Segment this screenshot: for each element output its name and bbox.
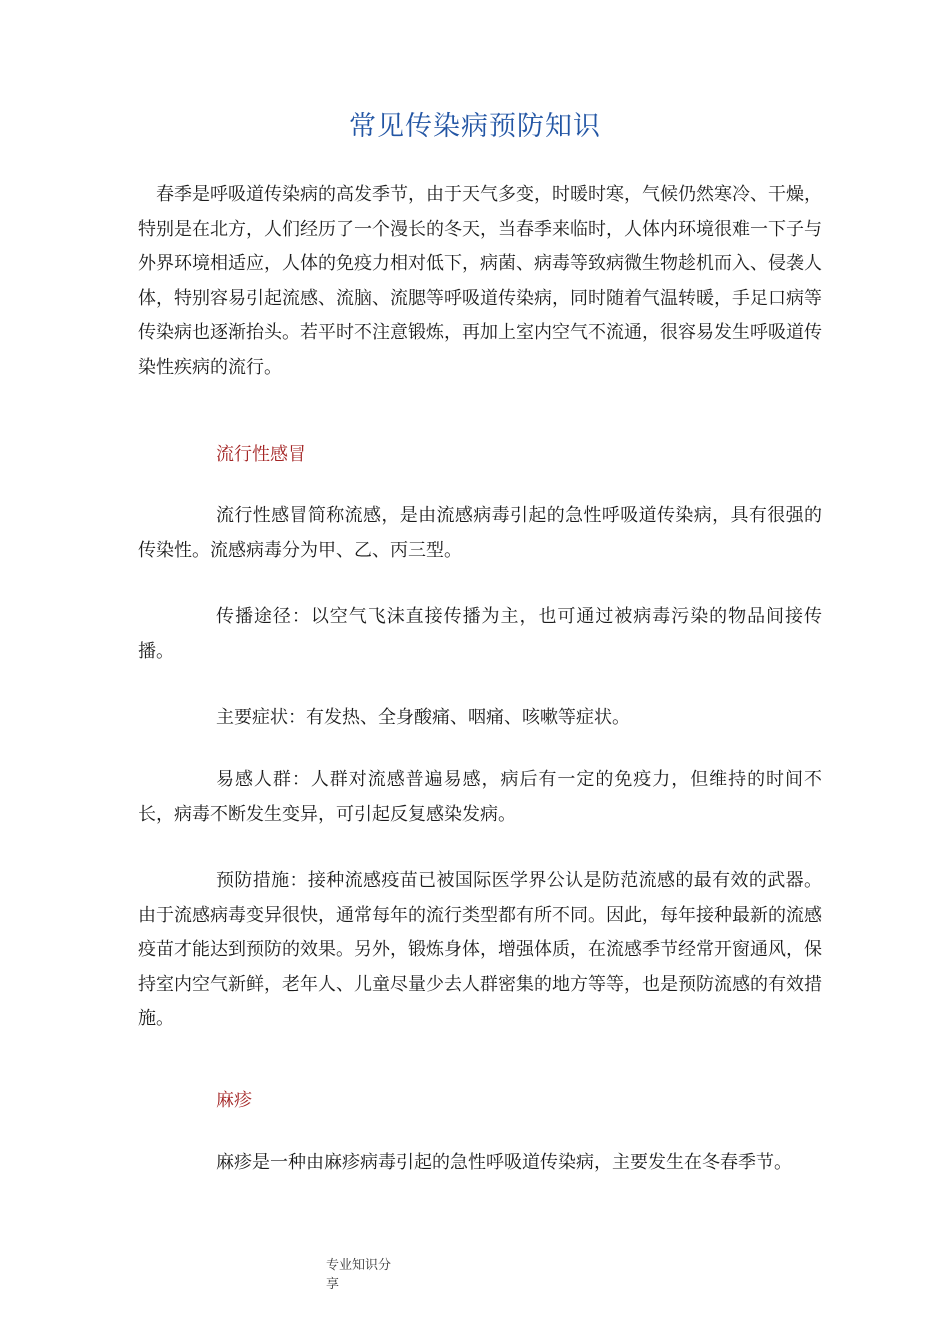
influenza-paragraph-prevention: 预防措施：接种流感疫苗已被国际医学界公认是防范流感的最有效的武器。由于流感病毒变异很快，通常每年的流行类型都有所不同。因此，每年接种最新的流感疫苗才能达到预防的效果。另外，锻炼身体，增强体质，在流感季节经常开窗通风，保持室内空气新鲜，老年人、儿童尽量少去人群密集的地方等等，也是预防流感的有效措施。 — [138, 870, 822, 1029]
measles-paragraph-definition: 麻疹是一种由麻疹病毒引起的急性呼吸道传染病，主要发生在冬春季节。 — [216, 1152, 792, 1173]
influenza-paragraph-susceptible: 易感人群：人群对流感普遍易感，病后有一定的免疫力，但维持的时间不长，病毒不断发生变异，可引起反复感染发病。 — [138, 769, 822, 825]
intro-paragraph: 春季是呼吸道传染病的高发季节，由于天气多变，时暖时寒，气候仍然寒冷、干燥，特别是在北方，人们经历了一个漫长的冬天，当春季来临时，人体内环境很难一下子与外界环境相适应，人体的免疫力相对低下，病菌、病毒等致病微生物趁机而入、侵袭人体，特别容易引起流感、流脑、流腮等呼吸道传染病，同时随着气温转暖，手足口病等传染病也逐渐抬头。若平时不注意锻炼，再加上室内空气不流通，很容易发生呼吸道传染性疾病的流行。 — [138, 184, 822, 378]
section-heading-measles: 麻疹 — [216, 1090, 252, 1111]
influenza-paragraph-symptoms: 主要症状：有发热、全身酸痛、咽痛、咳嗽等症状。 — [216, 707, 630, 728]
page-footer: 专业知识分享 — [326, 1258, 392, 1292]
influenza-paragraph-definition: 流行性感冒简称流感，是由流感病毒引起的急性呼吸道传染病，具有很强的传染性。流感病毒分为甲、乙、丙三型。 — [138, 505, 822, 561]
section-heading-influenza: 流行性感冒 — [216, 444, 306, 465]
document-title: 常见传染病预防知识 — [349, 111, 601, 142]
influenza-paragraph-transmission: 传播途径：以空气飞沫直接传播为主，也可通过被病毒污染的物品间接传播。 — [138, 606, 822, 662]
